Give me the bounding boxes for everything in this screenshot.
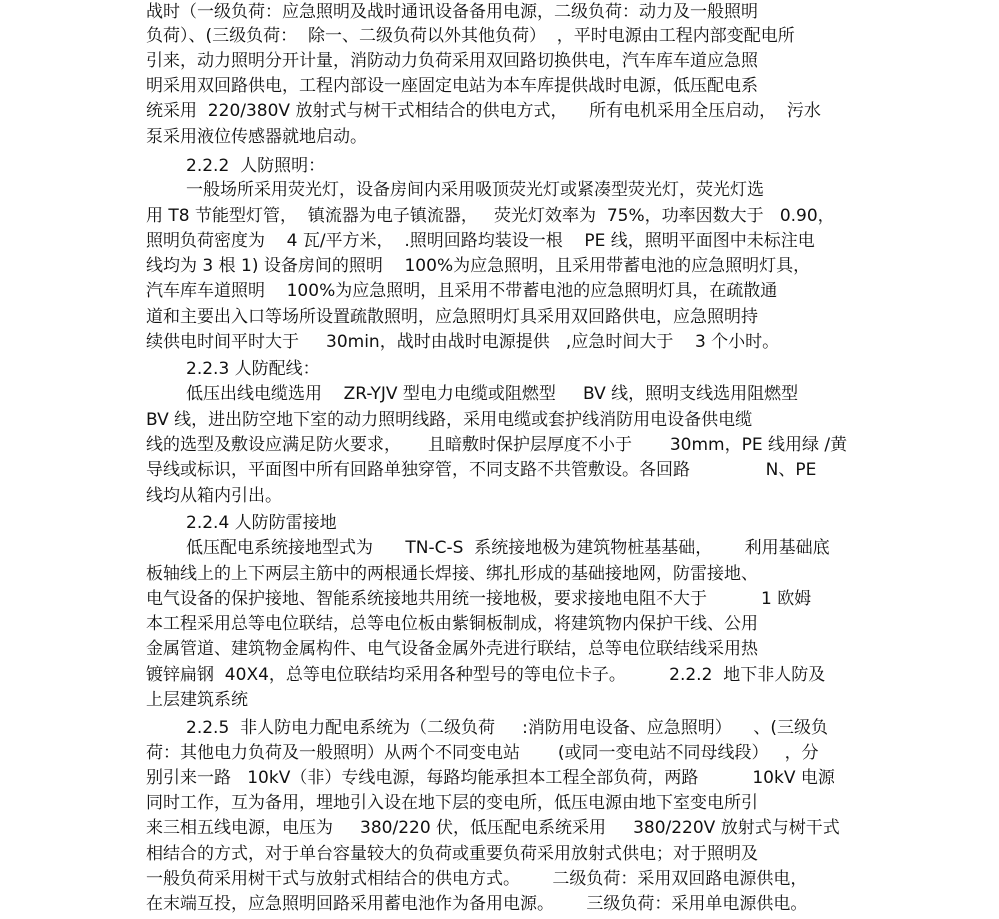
text-line: BV 线，进出防空地下室的动力照明线路，采用电缆或套护线消防用电设备供电缆 [146, 410, 753, 430]
text-line: 汽车库车道照明 100%为应急照明，且采用不带蓄电池的应急照明灯具，在疏散通 [146, 281, 778, 301]
text-line: 别引来一路 10kV（非）专线电源，每路均能承担本工程全部负荷，两路 10kV 电源 [146, 768, 835, 788]
text-line: 金属管道、建筑物金属构件、电气设备金属外壳进行联结，总等电位联结线采用热 [146, 639, 758, 659]
text-line: 本工程采用总等电位联结，总等电位板由紫铜板制成，将建筑物内保护干线、公用 [146, 614, 758, 634]
text-line: 来三相五线电源，电压为 380/220 伏，低压配电系统采用 380/220V 放射式与树干式 [146, 818, 840, 838]
section-heading: 2.2.2 人防照明： [186, 156, 326, 176]
text-line: 同时工作，互为备用，埋地引入设在地下层的变电所，低压电源由地下室变电所引 [146, 793, 758, 813]
section-heading: 2.2.4 人防防雷接地 [186, 513, 337, 533]
text-line: 线的选型及敷设应满足防火要求， 且暗敷时保护层厚度不小于 30mm，PE 线用绿 /黄 [146, 435, 848, 455]
text-line: 板轴线上的上下两层主筋中的两根通长焊接、绑扎形成的基础接地网，防雷接地、 [146, 564, 758, 584]
text-line: 用 T8 节能型灯管， 镇流器为电子镇流器， 荧光灯效率为 75%，功率因数大于 0.90， [146, 206, 835, 226]
text-line: 相结合的方式，对于单台容量较大的负荷或重要负荷采用放射式供电；对于照明及 [146, 844, 758, 864]
text-line: 镀锌扁钢 40X4，总等电位联结均采用各种型号的等电位卡子。 2.2.2 地下非人防及 [146, 665, 826, 685]
text-line: 一般负荷采用树干式与放射式相结合的供电方式。 二级负荷：采用双回路电源供电， [146, 869, 808, 889]
text-line: 照明负荷密度为 4 瓦/平方米， .照明回路均装设一根 PE 线，照明平面图中未标注电 [146, 231, 815, 251]
text-line: 2.2.5 非人防电力配电系统为（二级负荷 :消防用电设备、应急照明） 、(三级负 [186, 718, 829, 738]
section-heading: 2.2.3 人防配线： [186, 359, 320, 379]
text-line: 战时（一级负荷：应急照明及战时通讯设备备用电源，二级负荷：动力及一般照明 [146, 2, 758, 22]
text-line: 线均为 3 根 1) 设备房间的照明 100%为应急照明，且采用带蓄电池的应急照明灯具， [146, 256, 811, 276]
text-line: 低压配电系统接地型式为 TN-C-S 系统接地极为建筑物桩基基础， 利用基础底 [186, 538, 830, 558]
text-line: 道和主要出入口等场所设置疏散照明，应急照明灯具采用双回路供电，应急照明持 [146, 307, 758, 327]
text-line: 荷：其他电力负荷及一般照明）从两个不同变电站 (或同一变电站不同母线段） ，分 [146, 743, 819, 763]
text-line: 电气设备的保护接地、智能系统接地共用统一接地极，要求接地电阻不大于 1 欧姆 [146, 589, 812, 609]
text-line: 导线或标识，平面图中所有回路单独穿管，不同支路不共管敷设。各回路 N、PE [146, 460, 817, 480]
text-line: 引来，动力照明分开计量，消防动力负荷采用双回路切换供电，汽车库车道应急照 [146, 51, 758, 71]
text-line: 泵采用液位传感器就地启动。 [146, 127, 367, 147]
text-line: 统采用 220/380V 放射式与树干式相结合的供电方式， 所有电机采用全压启动， 污水 [146, 101, 821, 121]
text-line: 线均从箱内引出。 [146, 486, 282, 506]
text-line: 续供电时间平时大于 30min，战时由战时电源提供 ,应急时间大于 3 个小时。 [146, 332, 780, 352]
text-line: 明采用双回路供电，工程内部设一座固定电站为本车库提供战时电源，低压配电系 [146, 76, 758, 96]
text-line: 在末端互投，应急照明回路采用蓄电池作为备用电源。 三级负荷：采用单电源供电。 [146, 894, 808, 914]
text-line: 负荷）、(三级负荷： 除一、二级负荷以外其他负荷） ，平时电源由工程内部变配电所 [146, 26, 795, 46]
text-line: 一般场所采用荧光灯，设备房间内采用吸顶荧光灯或紧凑型荧光灯，荧光灯选 [186, 180, 764, 200]
text-line: 上层建筑系统 [146, 690, 248, 710]
text-line: 低压出线电缆选用 ZR-YJV 型电力电缆或阻燃型 BV 线，照明支线选用阻燃型 [186, 384, 799, 404]
